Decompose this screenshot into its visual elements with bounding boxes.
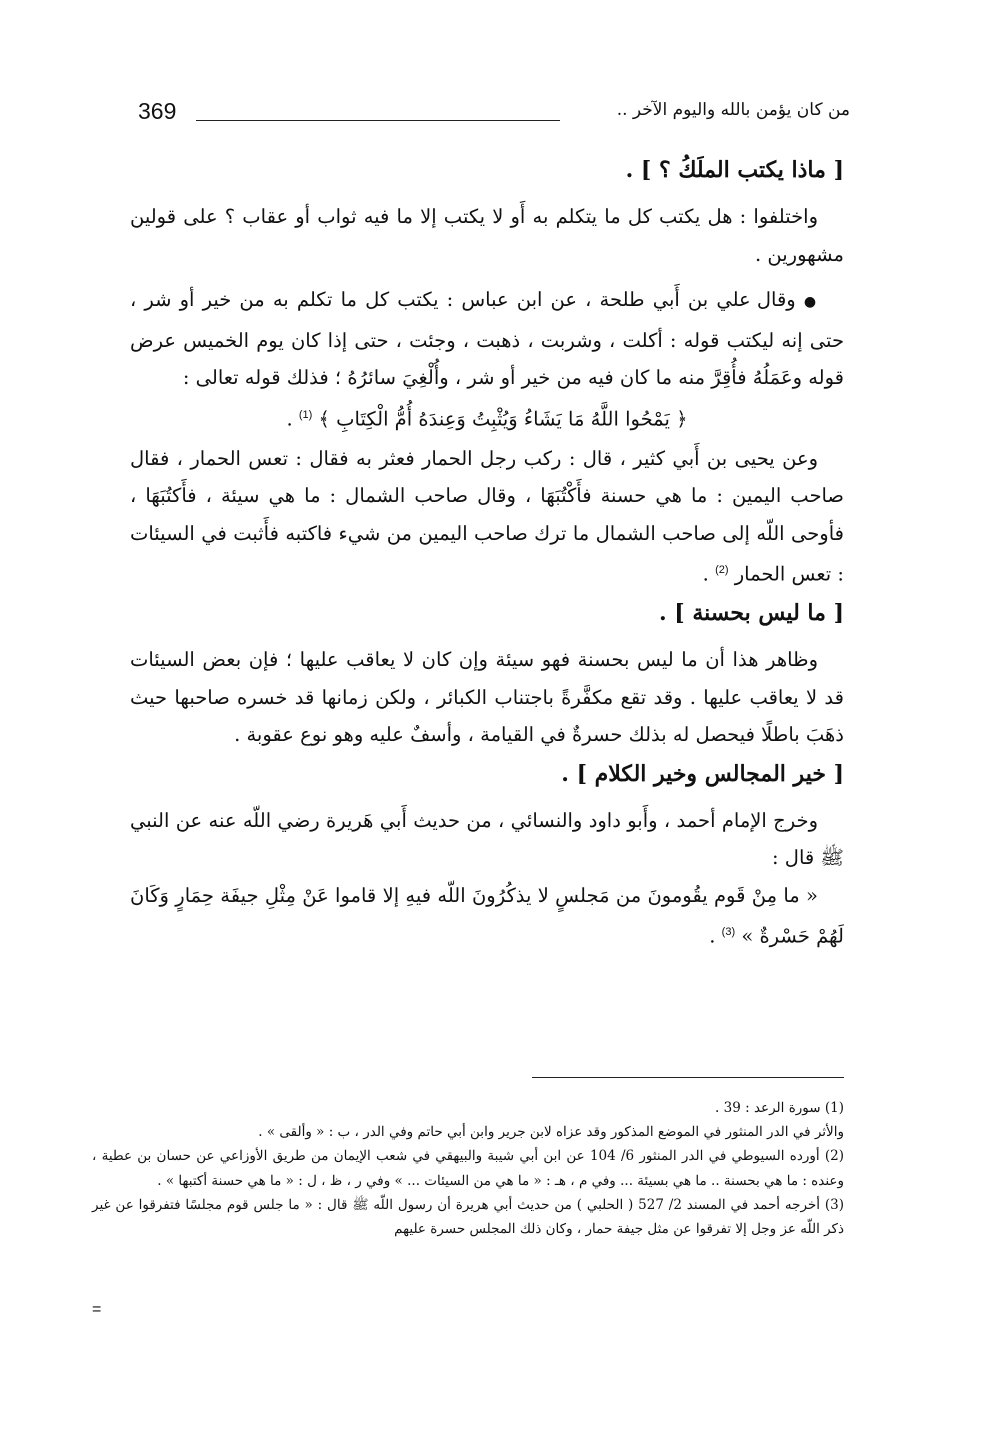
- paragraph-5: وخرج الإمام أحمد ، وأَبو داود والنسائي ، من حديث أَبي هَريرة رضي اللّه عنه عن النبي ﷺ قال :: [130, 808, 844, 869]
- section-heading-2: [ ما ليس بحسنة ] .: [658, 600, 844, 626]
- continuation-mark: =: [92, 1301, 102, 1318]
- section-heading-3: [ خير المجالس وخير الكلام ] .: [561, 760, 844, 787]
- footnote-1-continued: والأثر في الدر المنثور في الموضع المذكور وقد عزاه لابن جرير وابن أبي حاتم وفي الدر ، ب : « وألقى » .: [258, 1124, 844, 1141]
- running-title: من كان يؤمن بالله واليوم الآخر ..: [616, 100, 850, 120]
- hadith-quote-end: .: [709, 924, 716, 948]
- hadith-quote-text: « ما مِنْ قَوم يقُومونَ من مَجلسٍ لا يذكُرُونَ اللّه فيهِ إلا قاموا عَنْ مِثْلِ جيفَة حِمَارٍ وَكَانَ لَهُمْ حَسْرةٌ »: [130, 883, 844, 948]
- footnotes: [92, 1096, 844, 1241]
- quran-verse: [130, 397, 844, 438]
- footnote-1: (1) سورة الرعد : 39 .: [715, 1100, 844, 1116]
- paragraph-3: [130, 440, 844, 594]
- footnote-ref-2: (2): [715, 564, 729, 576]
- section-heading-1: [ ماذا يكتب الملَكُ ؟ ] .: [625, 157, 844, 183]
- footnote-ref-1: (1): [298, 408, 313, 421]
- page-number: 369: [138, 98, 177, 124]
- paragraph-3-end: .: [702, 562, 709, 586]
- paragraph-2: [130, 281, 844, 397]
- footnote-3: (3) أخرجه أحمد في المسند 2/ 527 ( الحلبي ) من حديث أبي هريرة أن رسول اللّه ﷺ قال : « ما جلس قوم مجلسًا فتفرقوا عن غير ذكر اللّه عز وجل إلا تفرقوا عن مثل جيفة حمار ، وكان ذلك المجلس حسرة عليهم: [92, 1196, 844, 1238]
- footnote-separator: [532, 1077, 844, 1078]
- page-header: [138, 96, 850, 130]
- paragraph-3-text: وعن يحيى بن أَبي كثير ، قال : ركب رجل الحمار فعثر به فقال : تعس الحمار ، فقال صاحب اليمين : ما هي حسنة فأَكْتُبَهَا ، وقال صاحب الشمال : ما هي سيئة ، فأَكتُبَهَا ، فأوحى اللّه إلى صاحب الشمال ما ترك صاحب اليمين من شيء فاكتبه فأَثبت في السيئات : تعس الحمار: [130, 446, 844, 586]
- header-rule: [196, 120, 560, 121]
- quran-verse-text: ﴿ يَمْحُوا اللَّهُ مَا يَشَاءُ وَيُثْبِتُ وَعِندَهُ أُمُّ الْكِتَابِ ﴾: [318, 407, 688, 430]
- quran-verse-end: .: [286, 407, 293, 430]
- main-text: [130, 150, 844, 955]
- paragraph-1: واختلفوا : هل يكتب كل ما يتكلم به أَو لا يكتب إلا ما فيه ثواب أو عقاب ؟ على قولين مشهورين .: [130, 205, 844, 266]
- footnote-ref-3: (3): [721, 926, 736, 938]
- bullet-icon: ●: [803, 294, 819, 310]
- hadith-quote: [130, 877, 844, 956]
- footnote-2: (2) أورده السيوطي في الدر المنثور 6/ 104 عن ابن أبي شيبة والبيهقي في شعب الإيمان من طريق الأوزاعي عن حسان بن عطية ، وعنده : ما هي بحسنة .. ما هي بسيئة ... وفي م ، هـ : « ما هي من السيئات ... » وفي ر ، ظ ، ل : « ما هي حسنة أكتبها » .: [92, 1148, 845, 1189]
- paragraph-4: وظاهر هذا أن ما ليس بحسنة فهو سيئة وإن كان لا يعاقب عليها ؛ فإن بعض السيئات قد لا يعاقب عليها . وقد تقع مكفَّرةً باجتناب الكبائر ، ولكن زمانها قد خسره صاحبها حيث ذهَبَ باطلًا فيحصل له بذلك حسرةٌ في القيامة ، وأسفٌ عليه وهو نوع عقوبة .: [130, 648, 844, 746]
- paragraph-2-text: وقال علي بن أَبي طلحة ، عن ابن عباس : يكتب كل ما تكلم به من خير أو شر ، حتى إنه ليكتب قوله : أكلت ، وشربت ، ذهبت ، وجئت ، حتى إذا كان يوم الخميس عرض قوله وعَمَلُهُ فأُقِرَّ منه ما كان فيه من خير أو شر ، وأُلْغِيَ سائرُهُ ؛ فذلك قوله تعالى :: [130, 288, 844, 389]
